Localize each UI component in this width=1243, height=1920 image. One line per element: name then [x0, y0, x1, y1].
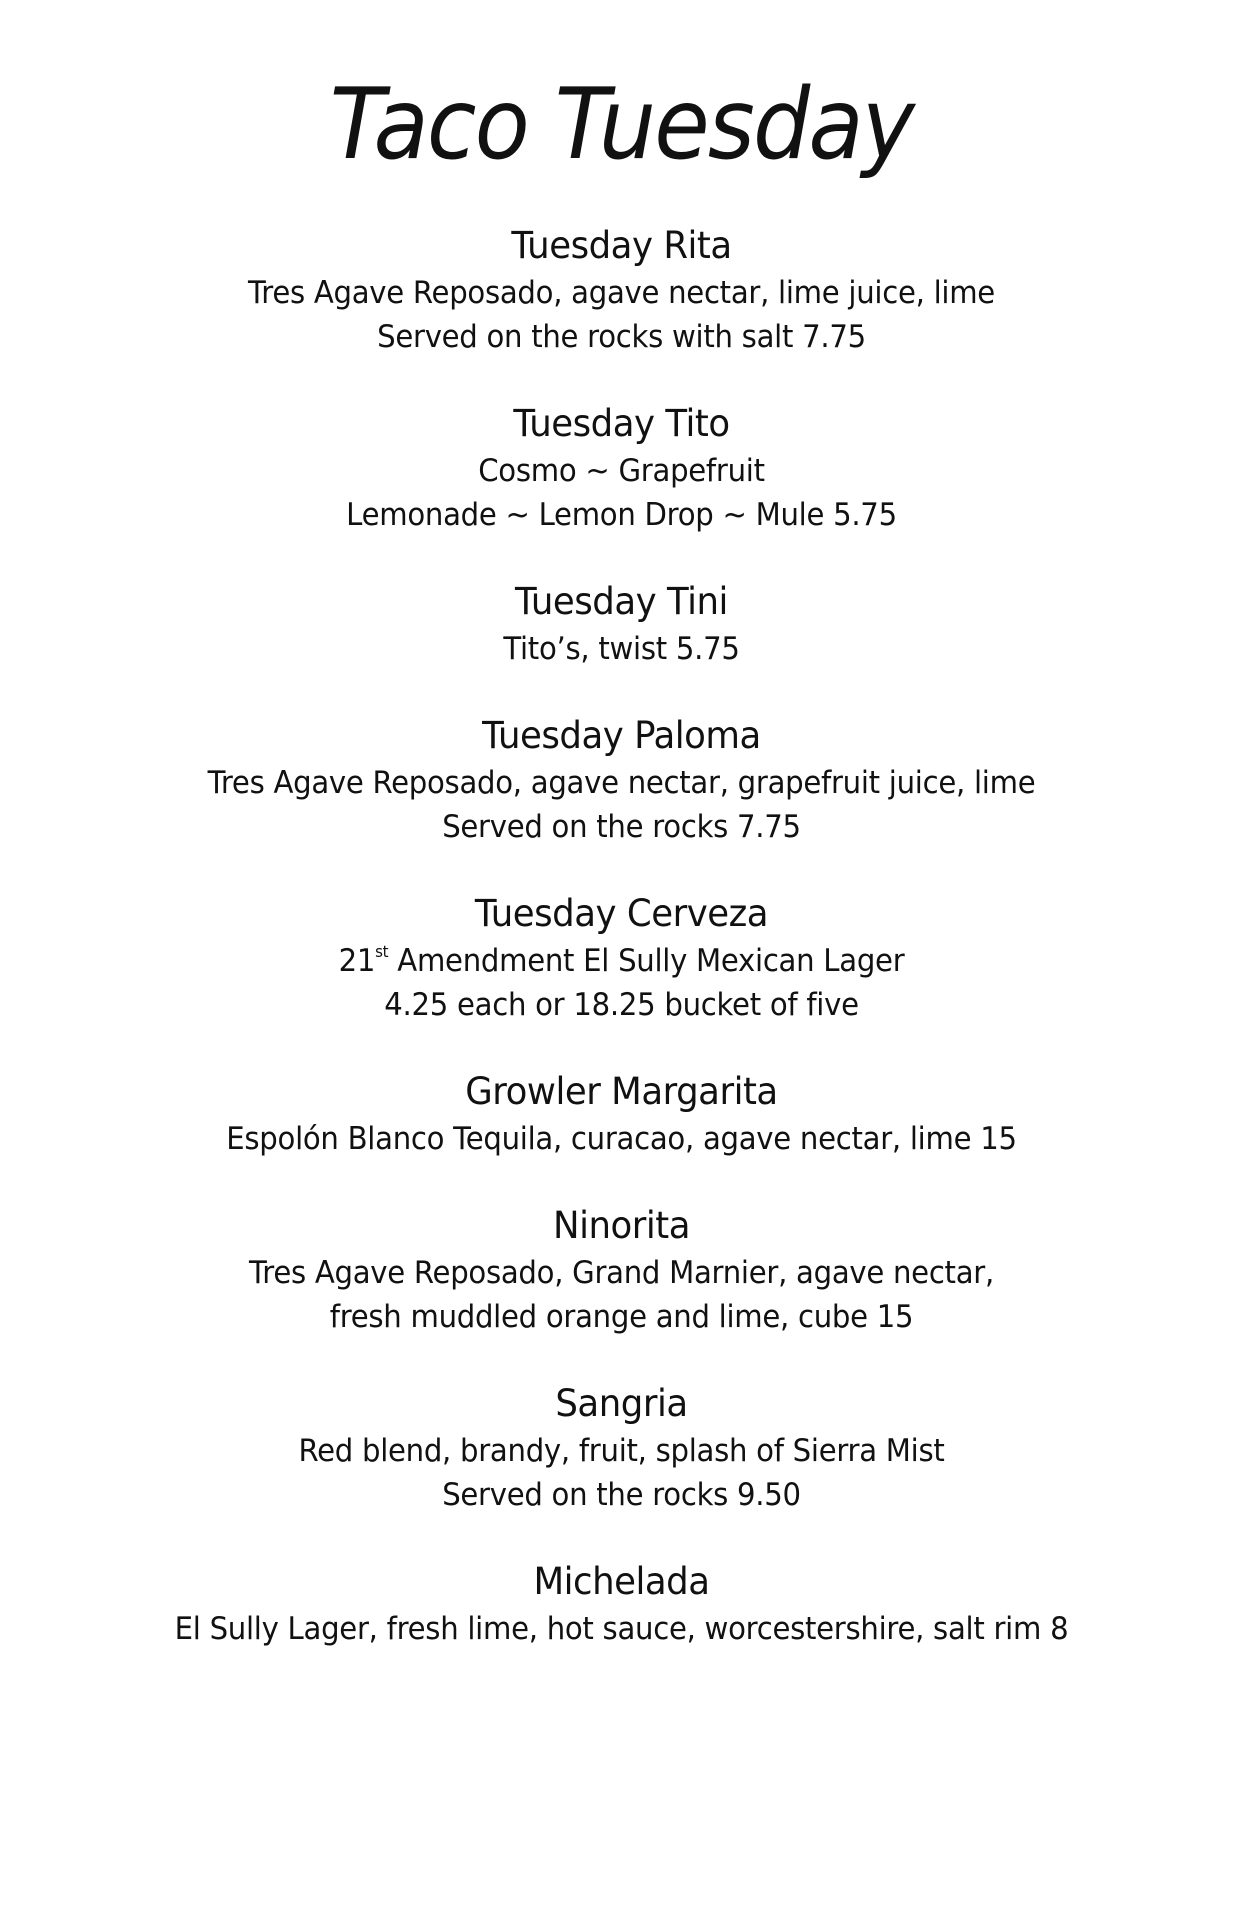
menu-item-tuesday-paloma	[0, 711, 1243, 849]
menu-item-tuesday-tito	[0, 399, 1243, 537]
item-name: Ninorita	[552, 1204, 691, 1247]
item-description: 4.25 each or 18.25 bucket of five	[384, 987, 859, 1023]
menu-item-tuesday-rita	[0, 221, 1243, 359]
item-description: Red blend, brandy, fruit, splash of Sierra Mist	[298, 1433, 945, 1469]
item-description: Lemonade ~ Lemon Drop ~ Mule 5.75	[346, 497, 897, 533]
item-description: Served on the rocks with salt 7.75	[377, 319, 866, 355]
drink-list	[0, 221, 1243, 1651]
menu-item-ninorita	[0, 1201, 1243, 1339]
item-description: Tres Agave Reposado, agave nectar, lime juice, lime	[248, 275, 995, 311]
item-name: Tuesday Cerveza	[474, 892, 769, 935]
item-name: Growler Margarita	[465, 1070, 778, 1113]
item-description: Cosmo ~ Grapefruit	[478, 453, 765, 489]
menu-item-michelada	[0, 1557, 1243, 1651]
item-description: Tito’s, twist 5.75	[503, 631, 740, 667]
ordinal-number: 21	[338, 943, 376, 979]
item-description: Tres Agave Reposado, Grand Marnier, agave nectar,	[249, 1255, 994, 1291]
item-name: Michelada	[533, 1560, 710, 1603]
menu-item-sangria	[0, 1379, 1243, 1517]
menu-title: Taco Tuesday	[329, 68, 914, 182]
item-description: El Sully Lager, fresh lime, hot sauce, worcestershire, salt rim 8	[174, 1611, 1069, 1647]
item-name: Tuesday Tito	[513, 402, 730, 445]
item-description: fresh muddled orange and lime, cube 15	[329, 1299, 914, 1335]
item-description	[37, 939, 1205, 983]
item-description: Espolón Blanco Tequila, curacao, agave nectar, lime 15	[226, 1121, 1017, 1157]
item-description: Served on the rocks 7.75	[442, 809, 801, 845]
item-description: Tres Agave Reposado, agave nectar, grapefruit juice, lime	[207, 765, 1036, 801]
menu-item-tuesday-tini	[0, 577, 1243, 671]
item-name: Tuesday Rita	[511, 224, 732, 267]
menu-item-tuesday-cerveza	[0, 889, 1243, 1027]
item-name: Tuesday Paloma	[482, 714, 761, 757]
item-description: Served on the rocks 9.50	[442, 1477, 801, 1513]
menu-item-growler-margarita	[0, 1067, 1243, 1161]
item-description-text: Amendment El Sully Mexican Lager	[388, 943, 905, 979]
ordinal-suffix: st	[375, 942, 389, 961]
item-name: Sangria	[555, 1382, 688, 1425]
item-name: Tuesday Tini	[515, 580, 728, 623]
